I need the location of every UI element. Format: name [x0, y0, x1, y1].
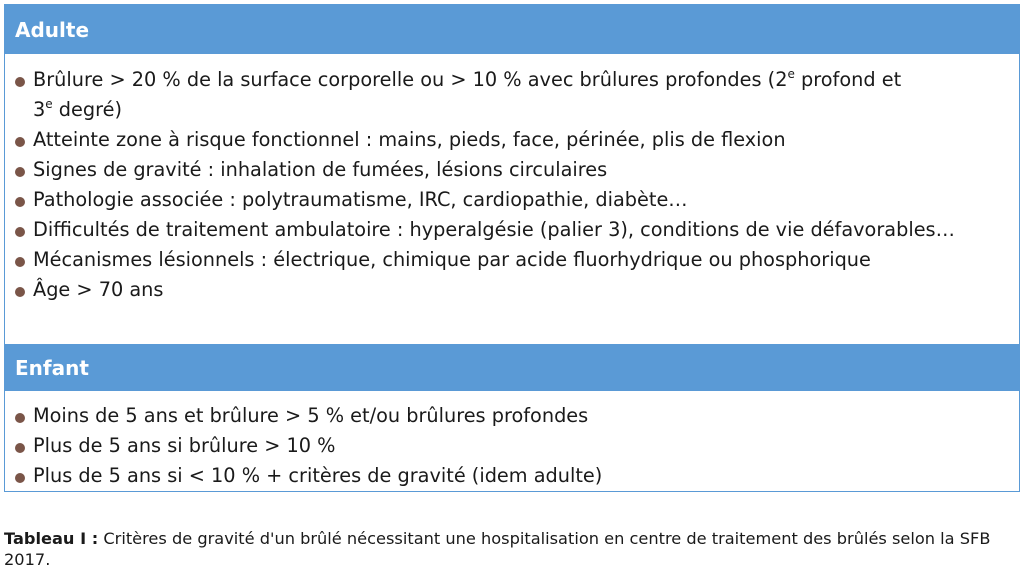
list-item — [13, 401, 1007, 431]
bullet-icon — [15, 473, 25, 483]
table-caption — [4, 528, 1020, 570]
bullet-icon — [15, 257, 25, 267]
bullet-icon — [15, 137, 25, 147]
section-body-enfant — [5, 391, 1019, 491]
list-item-text: Signes de gravité : inhalation de fumées, lésions circulaires — [33, 158, 608, 181]
enfant-criteria-list — [13, 401, 1007, 491]
list-item — [13, 275, 1007, 305]
list-item — [13, 215, 1007, 245]
section-header-enfant — [5, 342, 1019, 391]
bullet-icon — [15, 77, 25, 87]
bullet-icon — [15, 197, 25, 207]
list-item — [13, 461, 1007, 491]
list-item-text: Difficultés de traitement ambulatoire : hyperalgésie (palier 3), conditions de vie défavorables… — [33, 218, 955, 241]
criteria-table — [4, 4, 1020, 492]
section-header-adulte — [5, 5, 1019, 54]
list-item-text: Plus de 5 ans si brûlure > 10 % — [33, 434, 336, 457]
section-title-enfant: Enfant — [15, 355, 89, 380]
list-item — [13, 245, 1007, 275]
list-item-text: Plus de 5 ans si < 10 % + critères de gravité (idem adulte) — [33, 464, 603, 487]
list-item — [13, 431, 1007, 461]
list-item-text: Mécanismes lésionnels : électrique, chimique par acide fluorhydrique ou phosphorique — [33, 248, 871, 271]
caption-text: Critères de gravité d'un brûlé nécessitant une hospitalisation en centre de traitement des brûlés selon la SFB 2017. — [4, 529, 991, 569]
bullet-icon — [15, 443, 25, 453]
list-item — [13, 65, 1007, 125]
list-item-text: Brûlure > 20 % de la surface corporelle ou > 10 % avec brûlures profondes (2e profond et 3e degré) — [33, 67, 902, 121]
list-item-text: Âge > 70 ans — [33, 278, 164, 301]
list-item — [13, 185, 1007, 215]
bullet-icon — [15, 413, 25, 423]
list-item-text: Pathologie associée : polytraumatisme, IRC, cardiopathie, diabète… — [33, 188, 688, 211]
caption-label: Tableau I : — [4, 529, 99, 548]
list-item-text: Moins de 5 ans et brûlure > 5 % et/ou brûlures profondes — [33, 404, 589, 427]
bullet-icon — [15, 167, 25, 177]
bullet-icon — [15, 287, 25, 297]
adulte-criteria-list — [13, 65, 1007, 305]
bullet-icon — [15, 227, 25, 237]
section-body-adulte — [5, 54, 1019, 342]
list-item-text: Atteinte zone à risque fonctionnel : mains, pieds, face, périnée, plis de flexion — [33, 128, 786, 151]
section-title-adulte: Adulte — [15, 17, 90, 42]
list-item — [13, 155, 1007, 185]
list-item — [13, 125, 1007, 155]
